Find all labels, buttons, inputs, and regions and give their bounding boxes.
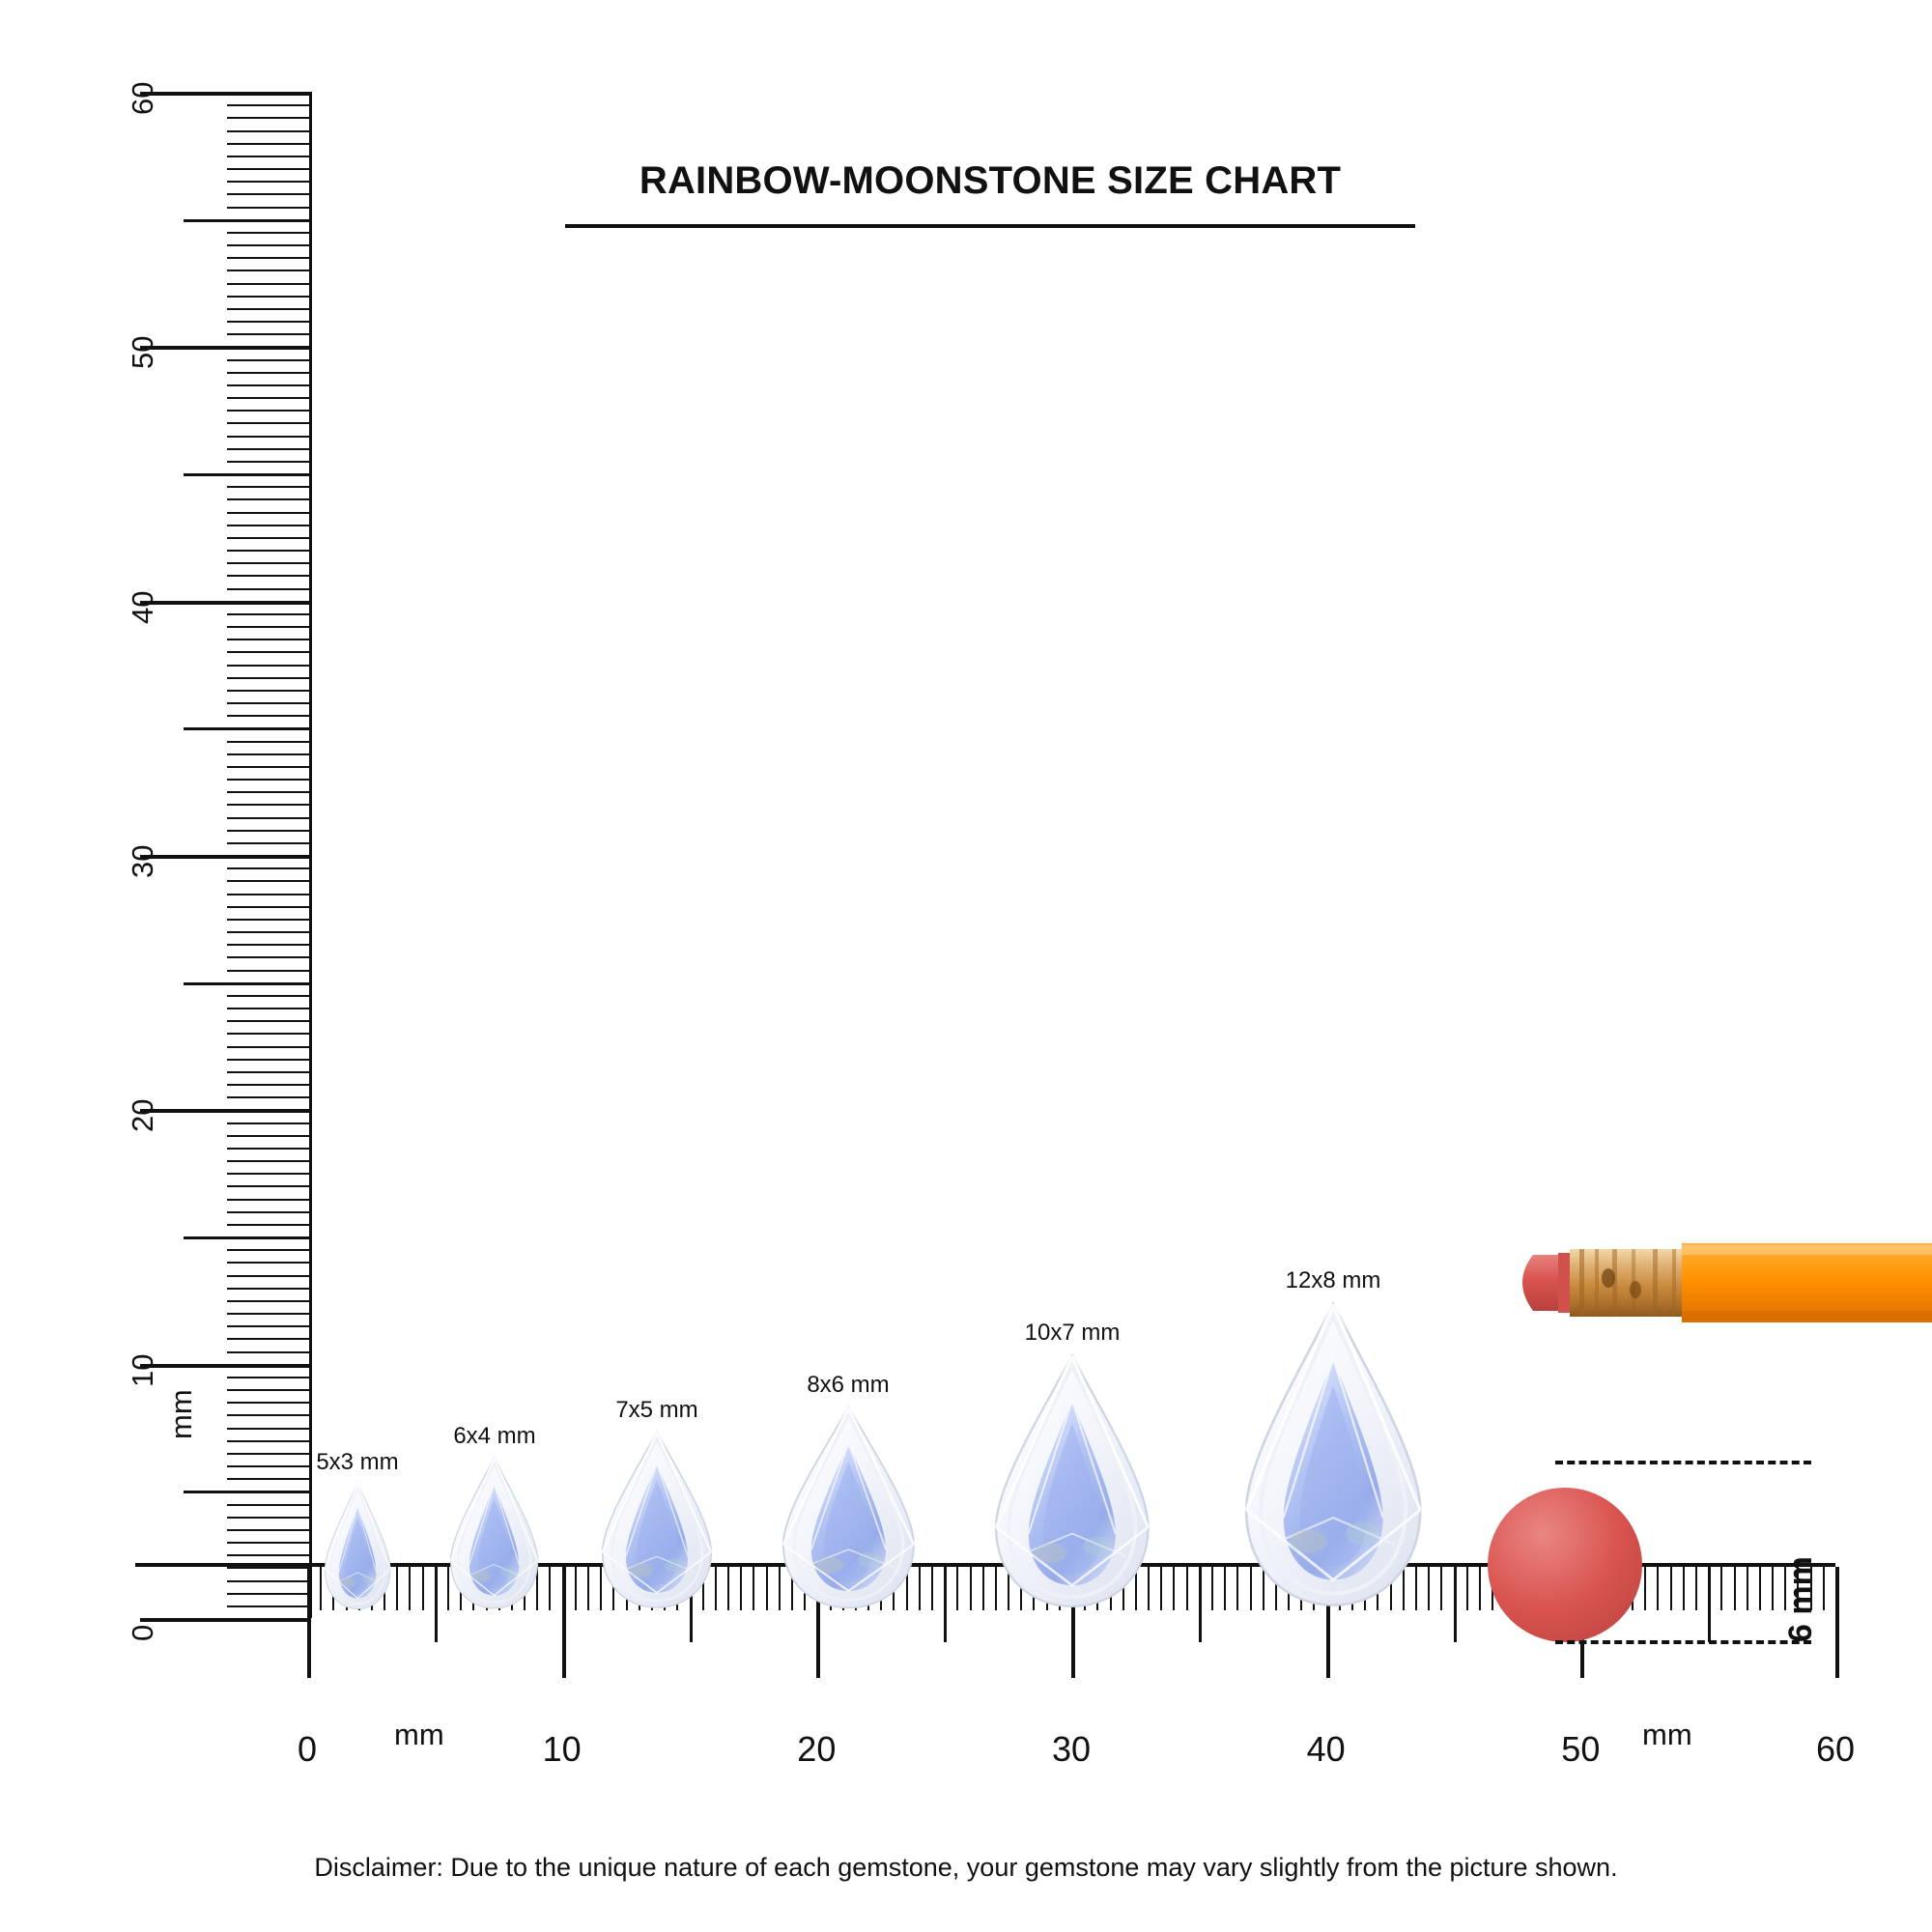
gem-size-label: 8x6 mm	[807, 1371, 890, 1398]
vertical-ruler-tick	[227, 1377, 309, 1378]
vertical-ruler-tick	[227, 422, 309, 424]
vertical-ruler-tick	[227, 244, 309, 246]
vertical-ruler-tick	[227, 1262, 309, 1264]
vertical-ruler-tick	[227, 665, 309, 667]
vertical-ruler-tick	[227, 1059, 309, 1061]
vertical-ruler-tick	[227, 894, 309, 895]
gem-size-label: 10x7 mm	[1024, 1320, 1121, 1346]
vertical-ruler-tick	[227, 1148, 309, 1150]
eraser-measure-label: 6 mm	[1782, 1556, 1819, 1642]
horizontal-ruler-tick	[435, 1567, 438, 1642]
horizontal-ruler-tick-label: 50	[1561, 1729, 1601, 1769]
vertical-ruler-tick	[227, 1517, 309, 1519]
eraser-disc	[1488, 1488, 1642, 1642]
vertical-ruler-tick	[227, 575, 309, 577]
vertical-ruler-tick	[227, 1542, 309, 1544]
gem-size-label: 5x3 mm	[316, 1449, 399, 1475]
horizontal-ruler-tick	[1695, 1567, 1697, 1610]
horizontal-ruler-tick	[1835, 1567, 1839, 1678]
vertical-ruler-tick	[227, 384, 309, 386]
vertical-ruler-tick	[227, 804, 309, 806]
vertical-ruler-tick	[227, 270, 309, 271]
vertical-ruler-tick	[227, 410, 309, 412]
vertical-ruler-tick	[227, 130, 309, 132]
vertical-ruler-tick	[227, 436, 309, 438]
vertical-ruler-tick	[227, 397, 309, 399]
vertical-ruler-tick	[227, 1199, 309, 1201]
vertical-ruler-tick	[227, 1440, 309, 1442]
horizontal-ruler-tick	[1759, 1567, 1761, 1610]
vertical-ruler-tick	[227, 1249, 309, 1251]
vertical-ruler-tick	[227, 1389, 309, 1391]
vertical-ruler-tick	[227, 168, 309, 170]
vertical-ruler-tick	[227, 486, 309, 488]
vertical-ruler-tick	[227, 1084, 309, 1086]
horizontal-ruler-tick	[1479, 1567, 1481, 1610]
vertical-ruler-tick	[140, 1364, 309, 1368]
vertical-ruler-tick	[227, 613, 309, 615]
vertical-ruler-tick	[140, 1109, 309, 1113]
horizontal-ruler-tick	[1224, 1567, 1226, 1610]
horizontal-ruler-tick	[970, 1567, 972, 1610]
vertical-ruler-tick	[227, 931, 309, 933]
vertical-ruler-unit-label: mm	[164, 1389, 198, 1439]
horizontal-ruler-tick	[587, 1567, 589, 1610]
horizontal-ruler-tick	[1644, 1567, 1646, 1610]
horizontal-ruler-tick	[307, 1567, 311, 1678]
vertical-ruler-tick	[227, 257, 309, 259]
vertical-ruler-tick	[227, 1071, 309, 1073]
vertical-ruler-tick	[184, 1491, 309, 1493]
horizontal-ruler-tick	[1173, 1567, 1175, 1610]
horizontal-ruler-tick	[562, 1567, 566, 1678]
eraser-measure-top-line	[1555, 1461, 1811, 1464]
vertical-ruler-tick	[227, 1185, 309, 1187]
vertical-ruler-tick-label: 30	[126, 844, 159, 878]
vertical-ruler-tick	[227, 1020, 309, 1022]
vertical-ruler-tick	[227, 232, 309, 234]
vertical-ruler-tick	[140, 92, 309, 96]
vertical-ruler-tick	[227, 1428, 309, 1430]
vertical-ruler-tick	[227, 283, 309, 285]
vertical-ruler-tick	[227, 562, 309, 564]
horizontal-ruler-tick	[396, 1567, 398, 1610]
vertical-ruler-tick	[227, 995, 309, 997]
vertical-ruler-tick	[227, 1338, 309, 1340]
vertical-ruler-tick	[227, 1160, 309, 1162]
vertical-ruler-tick	[227, 842, 309, 844]
horizontal-ruler-tick	[1823, 1567, 1825, 1610]
horizontal-ruler-tick	[1657, 1567, 1659, 1610]
vertical-ruler-tick	[227, 1224, 309, 1226]
vertical-ruler-tick	[227, 702, 309, 704]
horizontal-ruler-tick	[1440, 1567, 1442, 1610]
gem-size-label: 6x4 mm	[453, 1423, 536, 1450]
horizontal-ruler-tick	[956, 1567, 958, 1610]
vertical-ruler-tick	[227, 906, 309, 908]
horizontal-ruler-tick	[1747, 1567, 1748, 1610]
vertical-ruler-tick	[227, 537, 309, 539]
vertical-ruler-tick-label: 60	[126, 81, 159, 115]
vertical-ruler-tick	[184, 219, 309, 222]
vertical-ruler-tick	[227, 588, 309, 590]
horizontal-ruler-tick	[1708, 1567, 1711, 1642]
gem-size-label: 12x8 mm	[1285, 1267, 1381, 1294]
vertical-ruler-tick	[227, 512, 309, 514]
vertical-ruler-tick	[227, 651, 309, 653]
vertical-ruler-tick	[227, 193, 309, 195]
vertical-ruler-tick-label: 50	[126, 335, 159, 370]
vertical-ruler-tick	[227, 1008, 309, 1009]
vertical-ruler-tick	[227, 525, 309, 526]
horizontal-ruler-tick	[1466, 1567, 1468, 1610]
vertical-ruler-tick	[227, 1173, 309, 1175]
vertical-ruler-tick	[227, 944, 309, 946]
vertical-ruler-tick-label: 0	[126, 1624, 159, 1641]
horizontal-ruler-tick	[753, 1567, 754, 1610]
horizontal-ruler-tick	[1211, 1567, 1213, 1610]
horizontal-ruler-tick	[1772, 1567, 1774, 1610]
horizontal-ruler-tick	[575, 1567, 577, 1610]
vertical-ruler-axis	[309, 92, 312, 1618]
gem-size-label: 7x5 mm	[615, 1397, 698, 1424]
vertical-ruler-tick	[184, 982, 309, 985]
vertical-ruler-tick	[227, 1122, 309, 1124]
vertical-ruler-tick	[227, 817, 309, 819]
page-title: RAINBOW-MOONSTONE SIZE CHART	[639, 159, 1342, 202]
vertical-ruler-tick	[227, 1402, 309, 1404]
vertical-ruler-tick	[140, 346, 309, 350]
horizontal-ruler-tick	[422, 1567, 424, 1610]
horizontal-ruler-tick	[1670, 1567, 1672, 1610]
vertical-ruler-tick	[227, 779, 309, 781]
horizontal-ruler-tick-label: 30	[1051, 1729, 1092, 1769]
vertical-ruler-tick	[227, 1288, 309, 1290]
horizontal-ruler-tick	[944, 1567, 947, 1642]
vertical-ruler-tick	[227, 1478, 309, 1480]
horizontal-ruler-tick-label: 0	[297, 1729, 318, 1769]
vertical-ruler-tick	[227, 1351, 309, 1353]
vertical-ruler-tick	[227, 677, 309, 679]
vertical-ruler-tick	[227, 690, 309, 692]
horizontal-ruler-tick	[1683, 1567, 1685, 1610]
vertical-ruler-tick	[227, 753, 309, 755]
horizontal-ruler-tick	[1720, 1567, 1722, 1610]
horizontal-ruler-tick	[1734, 1567, 1736, 1610]
vertical-ruler-tick	[227, 296, 309, 298]
vertical-ruler-tick	[227, 359, 309, 361]
horizontal-ruler-tick	[740, 1567, 742, 1610]
vertical-ruler	[135, 92, 309, 1618]
horizontal-ruler-tick	[549, 1567, 551, 1610]
vertical-ruler-tick	[184, 473, 309, 476]
vertical-ruler-tick-label: 40	[126, 590, 159, 624]
horizontal-ruler-unit-label-left: mm	[394, 1718, 444, 1751]
vertical-ruler-tick	[227, 867, 309, 869]
vertical-ruler-tick	[227, 1096, 309, 1098]
horizontal-ruler-unit-label-right: mm	[1642, 1718, 1692, 1751]
vertical-ruler-tick	[227, 791, 309, 793]
vertical-ruler-tick	[227, 1211, 309, 1213]
horizontal-ruler-tick	[727, 1567, 729, 1610]
vertical-ruler-tick	[227, 104, 309, 106]
vertical-ruler-tick	[184, 727, 309, 730]
vertical-ruler-tick	[227, 1033, 309, 1035]
vertical-ruler-tick	[227, 550, 309, 552]
vertical-ruler-tick	[227, 1046, 309, 1048]
vertical-ruler-tick	[227, 956, 309, 958]
vertical-ruler-tick	[227, 308, 309, 310]
pencil-illustration	[1512, 1222, 1932, 1343]
vertical-ruler-tick	[227, 919, 309, 921]
vertical-ruler-tick	[227, 1325, 309, 1327]
gemstone-12x8-mm[interactable]	[1230, 1300, 1436, 1611]
vertical-ruler-tick	[140, 601, 309, 605]
gemstone-5x3-mm[interactable]	[319, 1482, 396, 1611]
vertical-ruler-tick	[227, 1275, 309, 1277]
gemstone-7x5-mm[interactable]	[592, 1430, 722, 1611]
vertical-ruler-tick	[227, 741, 309, 743]
vertical-ruler-tick	[227, 1554, 309, 1556]
vertical-ruler-tick	[227, 1313, 309, 1315]
horizontal-ruler-tick	[409, 1567, 411, 1610]
vertical-ruler-tick	[227, 1453, 309, 1455]
vertical-ruler-tick	[227, 498, 309, 500]
vertical-ruler-tick	[227, 830, 309, 832]
vertical-ruler-tick-label: 10	[126, 1353, 159, 1387]
title-underline	[565, 224, 1415, 228]
gemstone-10x7-mm[interactable]	[981, 1352, 1163, 1611]
horizontal-ruler-tick	[931, 1567, 933, 1610]
vertical-ruler-tick	[227, 639, 309, 640]
horizontal-ruler-tick	[766, 1567, 768, 1610]
vertical-ruler-tick	[227, 372, 309, 374]
horizontal-ruler-tick	[1454, 1567, 1457, 1642]
vertical-ruler-tick	[227, 1529, 309, 1531]
vertical-ruler-tick	[227, 715, 309, 717]
vertical-ruler-tick	[227, 143, 309, 145]
vertical-ruler-tick	[227, 970, 309, 972]
vertical-ruler-tick	[227, 333, 309, 335]
disclaimer-text: Disclaimer: Due to the unique nature of each gemstone, your gemstone may vary slightly from the picture shown.	[314, 1853, 1618, 1882]
horizontal-ruler-tick-label: 10	[542, 1729, 582, 1769]
vertical-ruler-tick	[227, 1135, 309, 1137]
vertical-ruler-tick	[227, 181, 309, 183]
vertical-ruler-tick	[227, 1465, 309, 1467]
vertical-ruler-tick	[227, 1504, 309, 1506]
eraser-measure-bottom-line	[1555, 1640, 1811, 1644]
vertical-ruler-tick	[227, 321, 309, 323]
horizontal-ruler-tick-label: 20	[797, 1729, 837, 1769]
vertical-ruler-tick	[227, 626, 309, 628]
vertical-ruler-tick	[227, 461, 309, 463]
horizontal-ruler-tick-label: 60	[1815, 1729, 1856, 1769]
vertical-ruler-tick	[227, 117, 309, 119]
vertical-ruler-tick	[184, 1236, 309, 1239]
vertical-ruler-tick	[227, 207, 309, 209]
horizontal-ruler-tick-label: 40	[1306, 1729, 1346, 1769]
vertical-ruler-tick	[227, 1300, 309, 1302]
vertical-ruler-tick	[227, 156, 309, 157]
gemstone-8x6-mm[interactable]	[771, 1405, 926, 1611]
vertical-ruler-tick	[140, 855, 309, 859]
gemstone-6x4-mm[interactable]	[442, 1456, 546, 1611]
vertical-ruler-tick	[227, 880, 309, 882]
horizontal-ruler-tick	[1199, 1567, 1202, 1642]
vertical-ruler-tick	[227, 766, 309, 768]
horizontal-ruler-tick	[1186, 1567, 1188, 1610]
vertical-ruler-tick	[227, 448, 309, 450]
vertical-ruler-tick	[227, 1414, 309, 1416]
vertical-ruler-tick-label: 20	[126, 1098, 159, 1133]
